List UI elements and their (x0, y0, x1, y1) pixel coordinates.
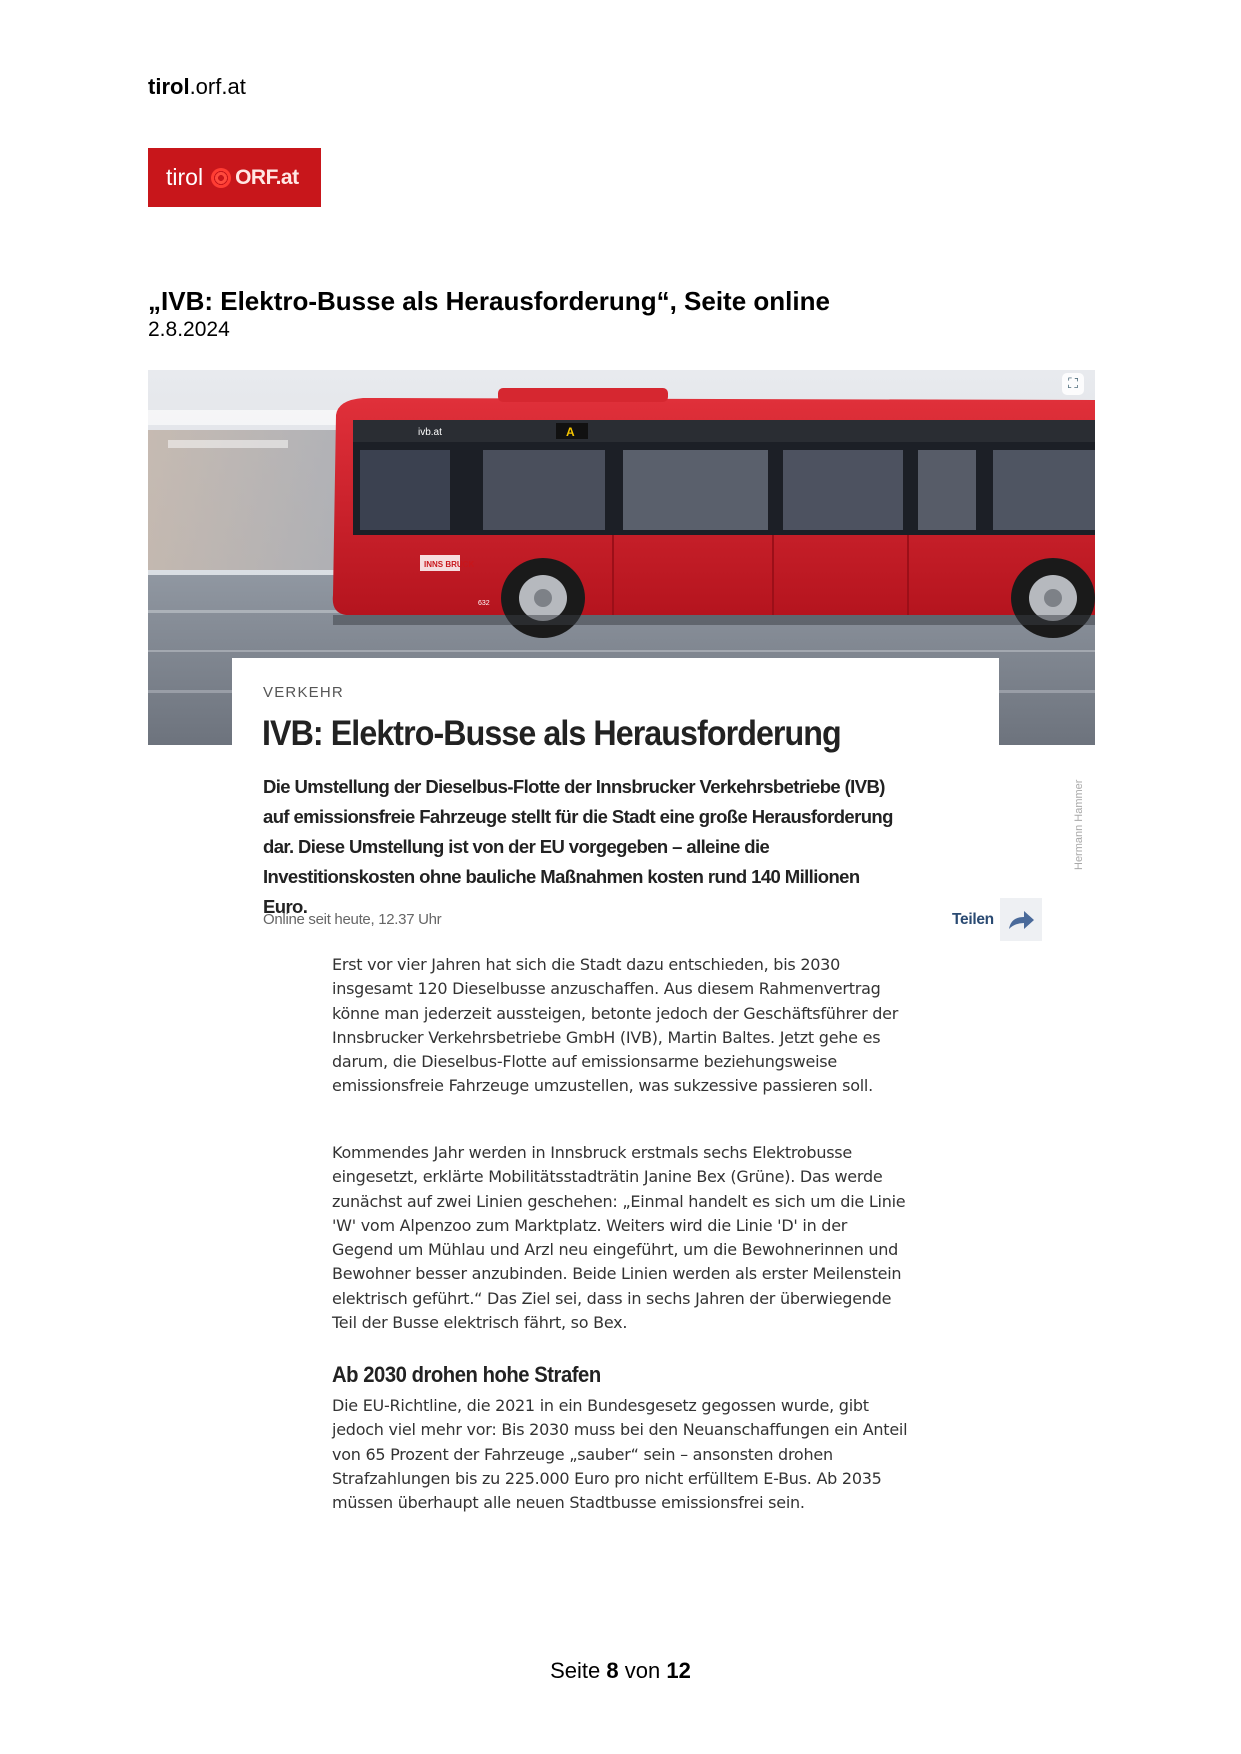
bus-sign-text: ivb.at (418, 427, 442, 438)
document-title: „IVB: Elektro-Busse als Herausforderung“, Seite online (148, 286, 830, 316)
orf-ring-icon (211, 168, 231, 188)
article-lead: Die Umstellung der Dieselbus-Flotte der Innsbrucker Verkehrsbetriebe (IVB) auf emissionsfreie Fahrzeuge stellt für die Stadt eine große Herausforderung dar. Diese Umstellung ist von der EU vorgegeben – alleine die Investitionskosten ohne bauliche Maßnahmen kosten rund 140 Millionen Euro. (263, 776, 893, 917)
photo-credit: Hermann Hammer (1073, 779, 1085, 870)
bus-line-letter: A (566, 425, 575, 439)
bus-logo-text: INNS BRUCK (424, 560, 475, 569)
article-paragraph-1: Erst vor vier Jahren hat sich die Stadt dazu entschieden, bis 2030 insgesamt 120 Dieselbusse anzuschaffen. Aus diesem Rahmenvertrag könne man jederzeit aussteigen, betonte jedoch der Geschäftsführer der Innsbrucker Verkehrsbetriebe GmbH (IVB), Martin Baltes. Jetzt gehe es darum, die Dieselbus-Flotte auf emissionsarme beziehungsweise emissionsfreie Fahrzeuge umzustellen, was sukzessive passieren soll. (332, 955, 899, 1096)
bus-number: 632 (478, 600, 490, 607)
expand-icon[interactable]: ⛶ (1062, 373, 1084, 395)
share-arrow-icon (1000, 898, 1042, 941)
share-button[interactable] (952, 898, 1042, 941)
article-paragraph-2: Kommendes Jahr werden in Innsbruck erstmals sechs Elektrobusse eingesetzt, erklärte Mobilitätsstadträtin Janine Bex (Grüne). Das werde zunächst auf zwei Linien geschehen: „Einmal handelt es sich um die Linie 'W' vom Alpenzoo zum Marktplatz. Weiters wird die Linie 'D' in der Gegend um Mühlau und Arzl neu eingeführt, um die Bewohnerinnen und Bewohner besser anzubinden. Beide Linien werden als erster Meilenstein elektrisch geführt.“ Das Ziel sei, dass in sechs Jahren der überwiegende Teil der Busse elektrisch fährt, so Bex. (332, 1143, 906, 1333)
article-headline: IVB: Elektro-Busse als Herausforderung (262, 714, 841, 753)
share-label: Teilen (952, 910, 994, 928)
site-name: tirol.orf.at (148, 74, 246, 99)
orf-tirol-logo (148, 148, 321, 207)
article-timestamp: Online seit heute, 12.37 Uhr (263, 911, 442, 928)
article-subheading: Ab 2030 drohen hohe Strafen (332, 1362, 601, 1387)
document-date: 2.8.2024 (148, 318, 230, 341)
page-number: Seite 8 von 12 (550, 1658, 691, 1683)
logo-text-tirol: tirol (166, 164, 204, 190)
logo-text-orf: ORF.at (235, 165, 299, 189)
article-paragraph-3: Die EU-Richtline, die 2021 in ein Bundesgesetz gegossen wurde, gibt jedoch viel mehr vor: Bis 2030 muss bei den Neuanschaffungen ein Anteil von 65 Prozent der Fahrzeuge „sauber“ sein – ansonsten drohen Strafzahlungen bis zu 225.000 Euro pro nicht erfülltem E-Bus. Ab 2035 müssen überhaupt alle neuen Stadtbusse emissionsfrei sein. (332, 1396, 908, 1513)
article-category: VERKEHR (263, 684, 344, 701)
